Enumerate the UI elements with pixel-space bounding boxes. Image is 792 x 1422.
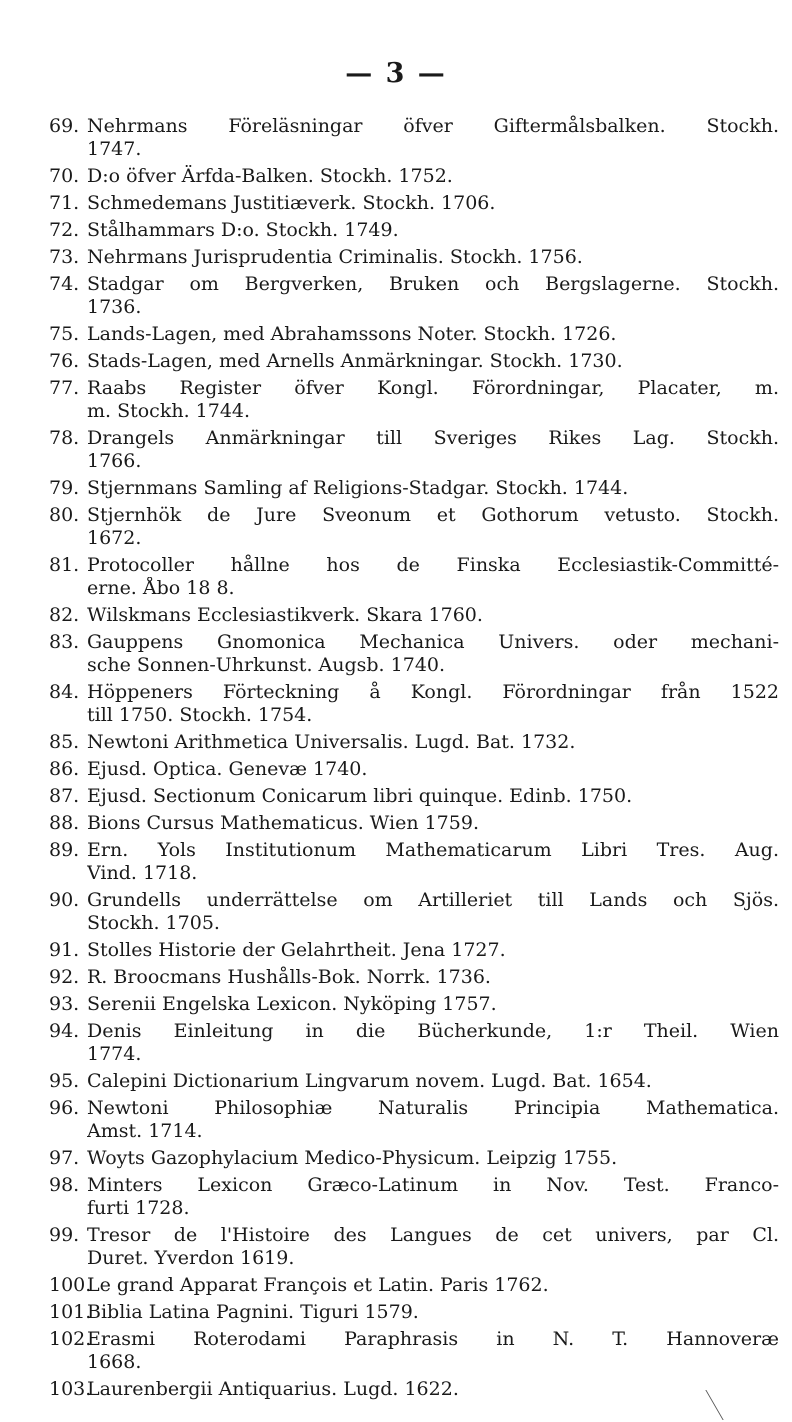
entry-line: Laurenbergii Antiquarius. Lugd. 1622. <box>87 1378 459 1400</box>
catalog-entry <box>49 1378 779 1401</box>
entry-number: 99. <box>49 1224 80 1246</box>
entry-number: 102. <box>49 1328 92 1350</box>
catalog-entry <box>49 273 779 319</box>
entry-text <box>87 1224 779 1270</box>
entry-number: 70. <box>49 165 80 187</box>
entry-line: Newtoni Philosophiæ Naturalis Principia Mathematica. <box>87 1097 779 1119</box>
catalog-entry <box>49 504 779 550</box>
entry-line: 1747. <box>87 138 142 160</box>
catalog-entries <box>49 115 779 1405</box>
entry-line: Denis Einleitung in die Bücherkunde, 1:r Theil. Wien <box>87 1020 779 1042</box>
entry-number: 79. <box>49 477 80 499</box>
entry-line: Höppeners Förteckning å Kongl. Förordningar från 1522 <box>87 681 779 703</box>
entry-number: 77. <box>49 377 80 399</box>
entry-text <box>87 681 779 727</box>
entry-text <box>87 939 779 962</box>
entry-text <box>87 1274 779 1297</box>
entry-number: 76. <box>49 350 80 372</box>
entry-text <box>87 839 779 885</box>
entry-number: 80. <box>49 504 80 526</box>
entry-line: Stadgar om Bergverken, Bruken och Bergslagerne. Stockh. <box>87 273 779 295</box>
entry-line: Stads-Lagen, med Arnells Anmärkningar. Stockh. 1730. <box>87 350 623 372</box>
catalog-entry <box>49 1274 779 1297</box>
entry-line: Protocoller hållne hos de Finska Ecclesiastik-Committé- <box>87 554 779 576</box>
catalog-entry <box>49 1070 779 1093</box>
entry-number: 90. <box>49 889 80 911</box>
entry-text <box>87 966 779 989</box>
entry-line: 1774. <box>87 1043 142 1065</box>
catalog-entry <box>49 812 779 835</box>
entry-line: Le grand Apparat François et Latin. Paris 1762. <box>87 1274 549 1296</box>
catalog-entry <box>49 1097 779 1143</box>
entry-line: Stjernmans Samling af Religions-Stadgar. Stockh. 1744. <box>87 477 629 499</box>
entry-number: 75. <box>49 323 80 345</box>
entry-line: Ejusd. Sectionum Conicarum libri quinque. Edinb. 1750. <box>87 785 633 807</box>
entry-line: Tresor de l'Histoire des Langues de cet univers, par Cl. <box>87 1224 779 1246</box>
entry-text <box>87 165 779 188</box>
entry-text <box>87 812 779 835</box>
entry-text <box>87 246 779 269</box>
entry-text <box>87 504 779 550</box>
entry-line: till 1750. Stockh. 1754. <box>87 704 313 726</box>
catalog-entry <box>49 1328 779 1374</box>
entry-number: 97. <box>49 1147 80 1169</box>
entry-line: Stålhammars D:o. Stockh. 1749. <box>87 219 399 241</box>
catalog-entry <box>49 219 779 242</box>
entry-line: Ejusd. Optica. Genevæ 1740. <box>87 758 368 780</box>
catalog-entry <box>49 1147 779 1170</box>
page-number: — 3 — <box>345 58 447 89</box>
catalog-entry <box>49 115 779 161</box>
entry-text <box>87 1378 779 1401</box>
entry-line: Wilskmans Ecclesiastikverk. Skara 1760. <box>87 604 483 626</box>
entry-line: Stjernhök de Jure Sveonum et Gothorum vetusto. Stockh. <box>87 504 779 526</box>
entry-number: 83. <box>49 631 80 653</box>
entry-number: 69. <box>49 115 80 137</box>
entry-line: R. Broocmans Hushålls-Bok. Norrk. 1736. <box>87 966 491 988</box>
entry-text <box>87 554 779 600</box>
entry-number: 88. <box>49 812 80 834</box>
entry-line: Amst. 1714. <box>87 1120 203 1142</box>
entry-text <box>87 427 779 473</box>
entry-text <box>87 604 779 627</box>
entry-line: Biblia Latina Pagnini. Tiguri 1579. <box>87 1301 419 1323</box>
catalog-entry <box>49 1020 779 1066</box>
entry-text <box>87 477 779 500</box>
catalog-entry <box>49 1174 779 1220</box>
entry-line: Vind. 1718. <box>87 862 198 884</box>
entry-line: 1672. <box>87 527 142 549</box>
entry-line: furti 1728. <box>87 1197 190 1219</box>
entry-text <box>87 731 779 754</box>
entry-number: 71. <box>49 192 80 214</box>
entry-line: Schmedemans Justitiæverk. Stockh. 1706. <box>87 192 496 214</box>
entry-number: 93. <box>49 993 80 1015</box>
entry-line: Minters Lexicon Græco-Latinum in Nov. Test. Franco- <box>87 1174 779 1196</box>
entry-number: 84. <box>49 681 80 703</box>
entry-line: Drangels Anmärkningar till Sveriges Rikes Lag. Stockh. <box>87 427 779 449</box>
catalog-entry <box>49 554 779 600</box>
entry-line: sche Sonnen-Uhrkunst. Augsb. 1740. <box>87 654 446 676</box>
entry-text <box>87 350 779 373</box>
entry-line: erne. Åbo 18 8. <box>87 577 235 599</box>
entry-line: Nehrmans Föreläsningar öfver Giftermålsbalken. Stockh. <box>87 115 779 137</box>
entry-line: Woyts Gazophylacium Medico-Physicum. Leipzig 1755. <box>87 1147 618 1169</box>
entry-number: 87. <box>49 785 80 807</box>
entry-text <box>87 758 779 781</box>
entry-text <box>87 785 779 808</box>
catalog-entry <box>49 427 779 473</box>
entry-line: Nehrmans Jurisprudentia Criminalis. Stockh. 1756. <box>87 246 583 268</box>
entry-number: 82. <box>49 604 80 626</box>
entry-line: Serenii Engelska Lexicon. Nyköping 1757. <box>87 993 497 1015</box>
entry-line: Calepini Dictionarium Lingvarum novem. Lugd. Bat. 1654. <box>87 1070 652 1092</box>
entry-line: 1668. <box>87 1351 142 1373</box>
entry-text <box>87 1097 779 1143</box>
entry-line: Newtoni Arithmetica Universalis. Lugd. Bat. 1732. <box>87 731 576 753</box>
entry-number: 78. <box>49 427 80 449</box>
entry-number: 89. <box>49 839 80 861</box>
entry-line: Grundells underrättelse om Artilleriet till Lands och Sjös. <box>87 889 779 911</box>
entry-text <box>87 219 779 242</box>
entry-line: D:o öfver Ärfda-Balken. Stockh. 1752. <box>87 165 453 187</box>
catalog-entry <box>49 966 779 989</box>
catalog-entry <box>49 631 779 677</box>
entry-line: Ern. Yols Institutionum Mathematicarum Libri Tres. Aug. <box>87 839 779 861</box>
entry-number: 85. <box>49 731 80 753</box>
entry-number: 96. <box>49 1097 80 1119</box>
entry-line: 1736. <box>87 296 142 318</box>
entry-text <box>87 273 779 319</box>
entry-text <box>87 889 779 935</box>
entry-text <box>87 993 779 1016</box>
catalog-entry <box>49 758 779 781</box>
catalog-entry <box>49 889 779 935</box>
catalog-entry <box>49 1301 779 1324</box>
entry-number: 92. <box>49 966 80 988</box>
entry-line: Lands-Lagen, med Abrahamssons Noter. Stockh. 1726. <box>87 323 617 345</box>
entry-number: 81. <box>49 554 80 576</box>
entry-text <box>87 1070 779 1093</box>
entry-number: 72. <box>49 219 80 241</box>
catalog-entry <box>49 246 779 269</box>
entry-number: 100. <box>49 1274 92 1296</box>
entry-line: Gauppens Gnomonica Mechanica Univers. oder mechani- <box>87 631 779 653</box>
entry-text <box>87 192 779 215</box>
catalog-entry <box>49 785 779 808</box>
entry-text <box>87 1147 779 1170</box>
entry-number: 94. <box>49 1020 80 1042</box>
entry-line: 1766. <box>87 450 142 472</box>
entry-text <box>87 1020 779 1066</box>
entry-number: 101. <box>49 1301 92 1323</box>
catalog-entry <box>49 939 779 962</box>
entry-text <box>87 115 779 161</box>
catalog-entry <box>49 323 779 346</box>
entry-line: Raabs Register öfver Kongl. Förordningar, Placater, m. <box>87 377 779 399</box>
entry-line: Bions Cursus Mathematicus. Wien 1759. <box>87 812 479 834</box>
entry-text <box>87 377 779 423</box>
entry-number: 86. <box>49 758 80 780</box>
entry-number: 98. <box>49 1174 80 1196</box>
catalog-entry <box>49 839 779 885</box>
entry-number: 95. <box>49 1070 80 1092</box>
catalog-entry <box>49 1224 779 1270</box>
entry-text <box>87 631 779 677</box>
entry-text <box>87 1301 779 1324</box>
catalog-entry <box>49 604 779 627</box>
catalog-entry <box>49 477 779 500</box>
catalog-entry <box>49 192 779 215</box>
entry-line: Stockh. 1705. <box>87 912 220 934</box>
entry-line: Erasmi Roterodami Paraphrasis in N. T. Hannoveræ <box>87 1328 779 1350</box>
entry-number: 103. <box>49 1378 92 1400</box>
catalog-entry <box>49 350 779 373</box>
catalog-entry <box>49 993 779 1016</box>
entry-line: Stolles Historie der Gelahrtheit. Jena 1727. <box>87 939 506 961</box>
entry-line: m. Stockh. 1744. <box>87 400 251 422</box>
catalog-entry <box>49 165 779 188</box>
catalog-entry <box>49 681 779 727</box>
entry-number: 73. <box>49 246 80 268</box>
entry-text <box>87 1328 779 1374</box>
entry-number: 74. <box>49 273 80 295</box>
entry-line: Duret. Yverdon 1619. <box>87 1247 295 1269</box>
entry-number: 91. <box>49 939 80 961</box>
entry-text <box>87 323 779 346</box>
entry-text <box>87 1174 779 1220</box>
catalog-entry <box>49 731 779 754</box>
catalog-entry <box>49 377 779 423</box>
